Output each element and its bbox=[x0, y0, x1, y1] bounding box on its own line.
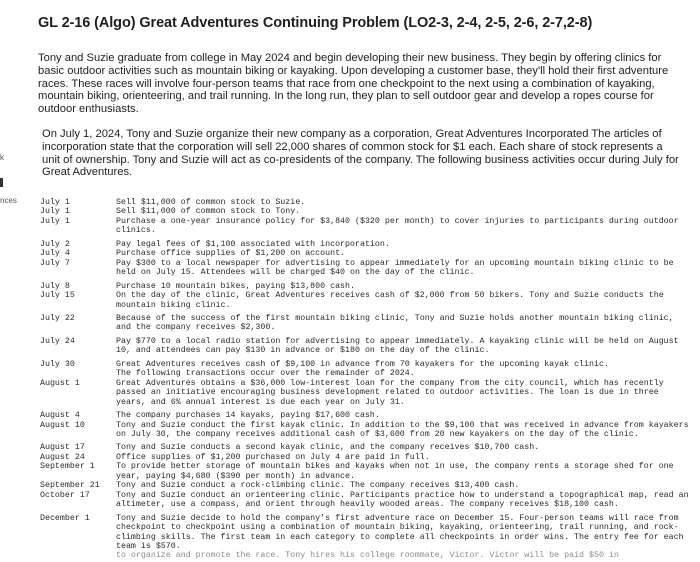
transaction-descriptions bbox=[116, 360, 700, 379]
transaction-text: Sell $11,000 of common stock to Tony. bbox=[116, 207, 301, 217]
intro-paragraph: Tony and Suzie graduate from college in May 2024 and begin developing their new business. They begin by offering clinics for basic outdoor activities such as mountain biking or kayaking. Upon developing a customer base, they'll hold their first adventure races. These races will involve four-person teams that race from one checkpoint to the next using a combination of kayaking, mountain biking, orienteering, and trail running. In the long run, they plan to sell outdoor gear and develop a ropes course for outdoor enthusiasts. bbox=[38, 52, 669, 116]
transaction-date: July 24 bbox=[40, 336, 75, 346]
transaction-row bbox=[40, 443, 700, 481]
transaction-date: July 7 bbox=[40, 258, 70, 268]
transaction-dates bbox=[40, 411, 116, 439]
transaction-date: July 30 bbox=[40, 359, 75, 369]
transaction-text: Pay $300 to a local newspaper for advertising to appear immediately for an upcoming mountain biking clinic to be held on July 15. Attendees will be charged $40 on the day of the clinic. bbox=[116, 258, 674, 278]
transaction-date: August 10 bbox=[40, 420, 85, 430]
transaction-row bbox=[40, 282, 700, 310]
transaction-text: Because of the success of the first mountain biking clinic, Tony and Suzie holds another mountain biking clinic, and the company receives $2,300. bbox=[116, 313, 674, 333]
transaction-descriptions bbox=[116, 514, 700, 561]
transaction-text: To provide better storage of mountain bikes and kayaks when not in use, the company rents a storage shed for one year, paying $4,680 ($390 per month) in advance. bbox=[116, 462, 674, 481]
left-panel-edge bbox=[0, 0, 17, 562]
transaction-descriptions bbox=[116, 282, 700, 310]
transaction-text: Purchase a one-year insurance policy for $3,840 ($320 per month) to cover injuries to participants during outdoor clinics. bbox=[116, 216, 679, 236]
transaction-text: The company purchases 14 kayaks, paying $17,600 cash. bbox=[116, 411, 380, 421]
transaction-dates bbox=[40, 443, 116, 481]
sidebar-fragment-bottom: nces bbox=[0, 196, 17, 205]
transaction-text: Purchase office supplies of $1,200 on account. bbox=[116, 249, 346, 259]
transaction-text: Tony and Suzie conducts a second kayak clinic, and the company receives $10,700 cash. bbox=[116, 443, 540, 453]
transaction-text: Tony and Suzie conduct an orienteering clinic. Participants practice how to understand a topographical map, read an altimeter, use a compass, and orient through heavily wooded areas. The company receives $18,100 cash. bbox=[116, 490, 689, 510]
remainder-note: The following transactions occur over the remainder of 2024. bbox=[116, 369, 415, 379]
transaction-dates bbox=[40, 240, 116, 278]
transaction-dates bbox=[40, 481, 116, 509]
transaction-row bbox=[40, 198, 700, 236]
transaction-date: July 4 bbox=[40, 249, 70, 259]
transaction-text: Tony and Suzie conduct a rock-climbing clinic. The company receives $13,400 cash. bbox=[116, 481, 520, 491]
transaction-row bbox=[40, 337, 700, 356]
transaction-text: Pay legal fees of $1,100 associated with incorporation. bbox=[116, 239, 390, 249]
transaction-date: August 1 bbox=[40, 378, 80, 388]
transaction-text: Sell $11,000 of common stock to Suzie. bbox=[116, 198, 306, 207]
transaction-text: On the day of the clinic, Great Adventures receives cash of $2,000 from 50 bikers. Tony and Suzie conducts the mountain biking clinic. bbox=[116, 291, 664, 310]
transaction-descriptions bbox=[116, 240, 700, 278]
transaction-row bbox=[40, 360, 700, 379]
transaction-text: Tony and Suzie conduct the first kayak clinic. In addition to the $9,100 that was received in advance from kayakers on July 30, the company receives additional cash of $3,600 from 20 new kayakers on the day of the clinic. bbox=[116, 420, 689, 439]
problem-title: GL 2-16 (Algo) Great Adventures Continuing Problem (LO2-3, 2-4, 2-5, 2-6, 2-7,2-8) bbox=[38, 15, 593, 31]
transaction-date: July 22 bbox=[40, 313, 75, 323]
transaction-descriptions bbox=[116, 411, 700, 439]
transaction-date: September 1 bbox=[40, 462, 95, 472]
sidebar-marker bbox=[0, 178, 3, 187]
transaction-descriptions bbox=[116, 198, 700, 236]
transaction-date: July 15 bbox=[40, 291, 75, 301]
setup-paragraph: On July 1, 2024, Tony and Suzie organize their new company as a corporation, Great Adventures Incorporated The articles of incorporation state that the corporation will sell 22,000 shares of common stock for $1 each. Each share of stock represents a unit of ownership. Tony and Suzie will act as co-presidents of the company. The following business activities occur during July for Great Adventures. bbox=[42, 128, 679, 179]
transaction-row bbox=[40, 240, 700, 278]
transaction-dates bbox=[40, 282, 116, 310]
transaction-date: December 1 bbox=[40, 513, 90, 523]
transaction-descriptions bbox=[116, 443, 700, 481]
transaction-row bbox=[40, 514, 700, 561]
transaction-date: August 4 bbox=[40, 411, 80, 421]
transaction-list bbox=[40, 198, 700, 561]
transaction-text: Great Adventures obtains a $36,000 low-interest loan for the company from the city council, which has recently passed an initiative encouraging business development related to outdoor activities. The loan is due in three years, and 6% annual interest is due each year on July 31. bbox=[116, 378, 664, 407]
transaction-row bbox=[40, 379, 700, 407]
transaction-date: August 17 bbox=[40, 443, 85, 453]
transaction-row bbox=[40, 314, 700, 333]
transaction-text: Great Adventures receives cash of $9,100 in advance from 70 kayakers for the upcoming kayak clinic. bbox=[116, 359, 609, 369]
transaction-date: July 1 bbox=[40, 216, 70, 226]
transaction-date: October 17 bbox=[40, 490, 90, 500]
sidebar-fragment-top: k bbox=[0, 153, 4, 162]
transaction-text: Tony and Suzie decide to hold the company's first adventure race on December 15. Four-person teams will race from checkpoint to checkpoint using a combination of mountain biking, kayaking, orienteering, trail running, and rock-climbing skills. The first team in each category to complete all checkpoints in order wins. The entry fee for each team is $570. bbox=[116, 513, 684, 551]
transaction-text: Pay $770 to a local radio station for advertising to appear immediately. A kayaking clinic will be held on August 10, and attendees can pay $130 in advance or $180 on the day of the clinic. bbox=[116, 336, 679, 356]
transaction-date: July 1 bbox=[40, 207, 70, 217]
transaction-date: July 2 bbox=[40, 239, 70, 249]
cutoff-text: to organize and promote the race. Tony hires his college roommate, Victor. Victor will be paid $50 in bbox=[116, 551, 619, 561]
transaction-date: August 24 bbox=[40, 452, 85, 462]
transaction-text: Office supplies of $1,200 purchased on July 4 are paid in full. bbox=[116, 452, 430, 462]
transaction-descriptions bbox=[116, 481, 700, 509]
transaction-date: September 21 bbox=[40, 481, 100, 491]
transaction-row bbox=[40, 481, 700, 509]
transaction-text: Purchase 10 mountain bikes, paying $13,800 cash. bbox=[116, 281, 355, 291]
transaction-row bbox=[40, 411, 700, 439]
transaction-date: July 1 bbox=[40, 198, 70, 207]
transaction-date: July 8 bbox=[40, 281, 70, 291]
transaction-dates bbox=[40, 198, 116, 236]
